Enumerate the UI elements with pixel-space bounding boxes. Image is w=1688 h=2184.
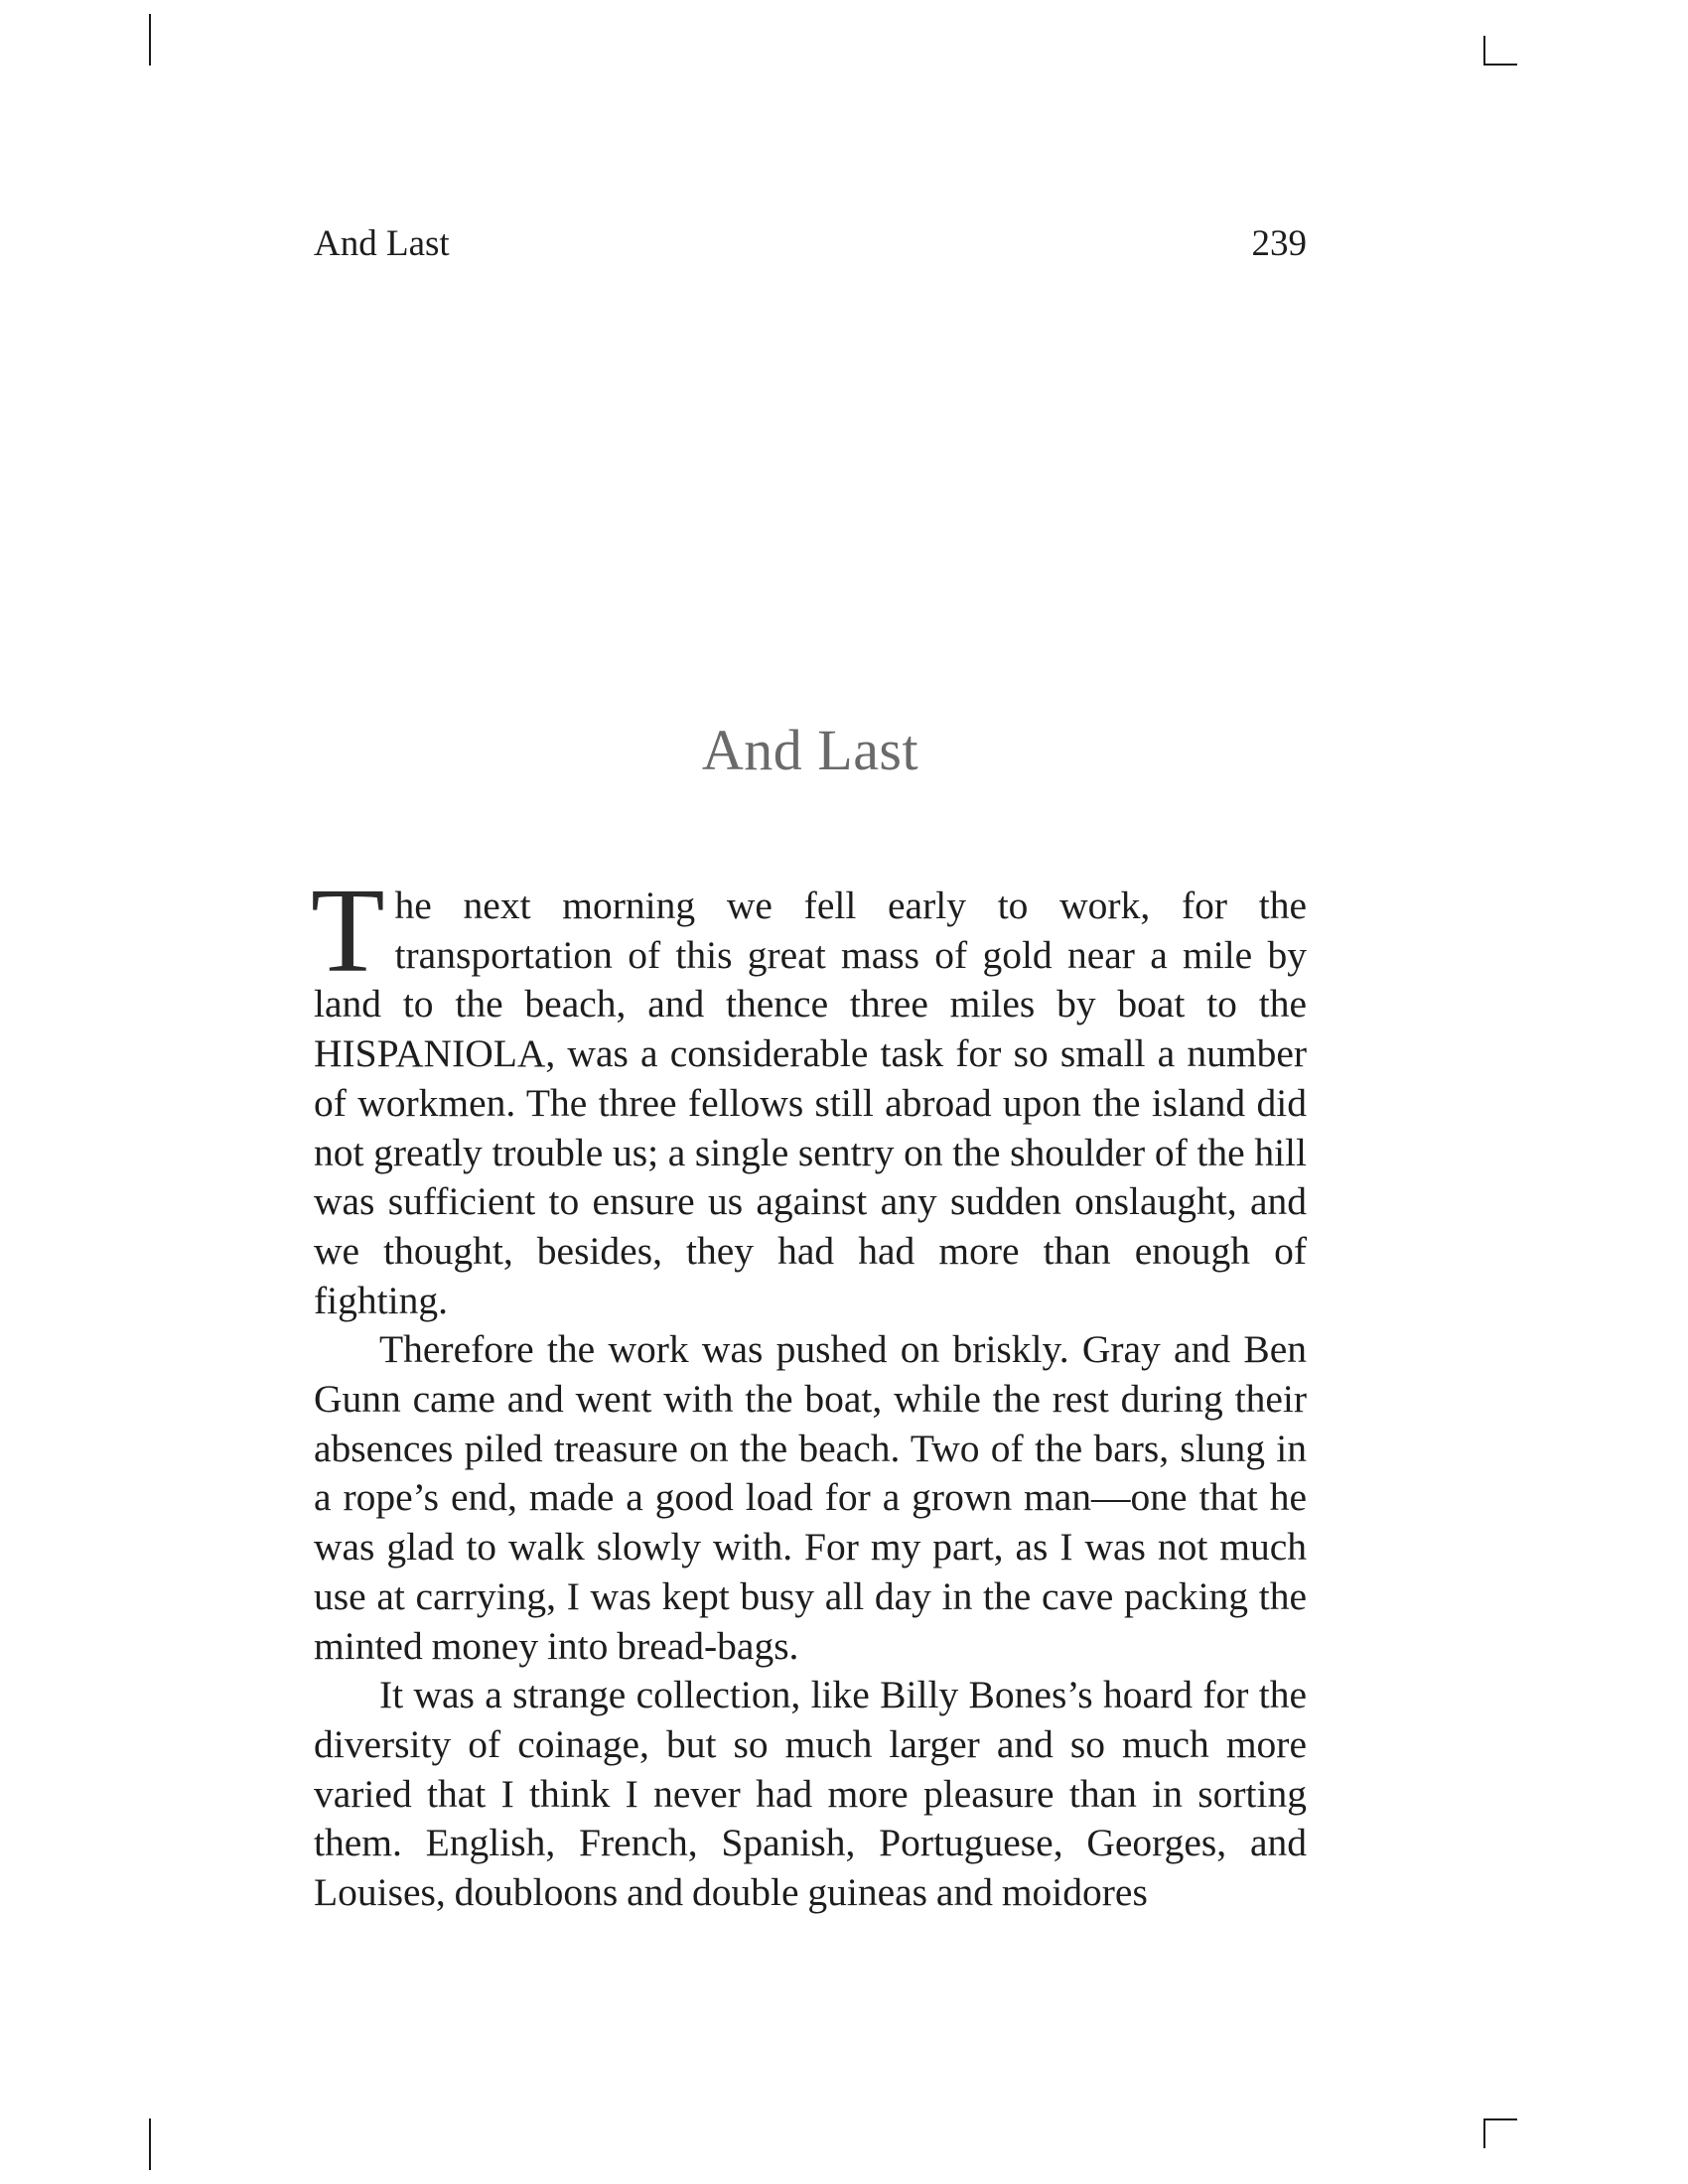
crop-mark-top-right-vertical [1483, 36, 1485, 66]
page-number: 239 [1251, 223, 1307, 264]
crop-mark-bottom-right-horizontal [1483, 2118, 1517, 2120]
drop-cap: T [311, 864, 385, 998]
crop-mark-bottom-right-vertical [1483, 2118, 1485, 2148]
crop-mark-top-right-horizontal [1483, 64, 1517, 66]
paragraph-1 [311, 864, 1307, 1325]
paragraph-1-text: he next morning we fell early to work, for the transportation of this great mass of gold near a mile by land to the beach, and thence three miles by boat to the HISPANIOLA, was a considerable task for so small a number of workmen. The three fellows still abroad upon the island did not greatly trouble us; a single sentry on the shoulder of the hill was sufficient to ensure us against any sudden onslaught, and we thought, besides, they had had more than enough of fighting. [314, 884, 1307, 1322]
paragraph-3: It was a strange collection, like Billy Bones’s hoard for the diversity of coinage, but so much larger and so much more varied that I think I never had more pleasure than in sorting them. English, French, Spanish, Portuguese, Georges, and Louises, doubloons and double guineas and moidores [314, 1673, 1307, 1915]
paragraph-2: Therefore the work was pushed on briskly. Gray and Ben Gunn came and went with the boat, while the rest during their absences piled treasure on the beach. Two of the bars, slung in a rope’s end, made a good load for a grown man—one that he was glad to walk slowly with. For my part, as I was not much use at carrying, I was kept busy all day in the cave packing the minted money into bread-bags. [314, 1327, 1307, 1668]
chapter-title: And Last [701, 718, 919, 782]
crop-mark-top-left [149, 14, 151, 66]
running-head [314, 220, 1307, 268]
running-head-title: And Last [314, 223, 450, 264]
body-text [311, 864, 1307, 1918]
crop-mark-bottom-left [149, 2118, 151, 2170]
